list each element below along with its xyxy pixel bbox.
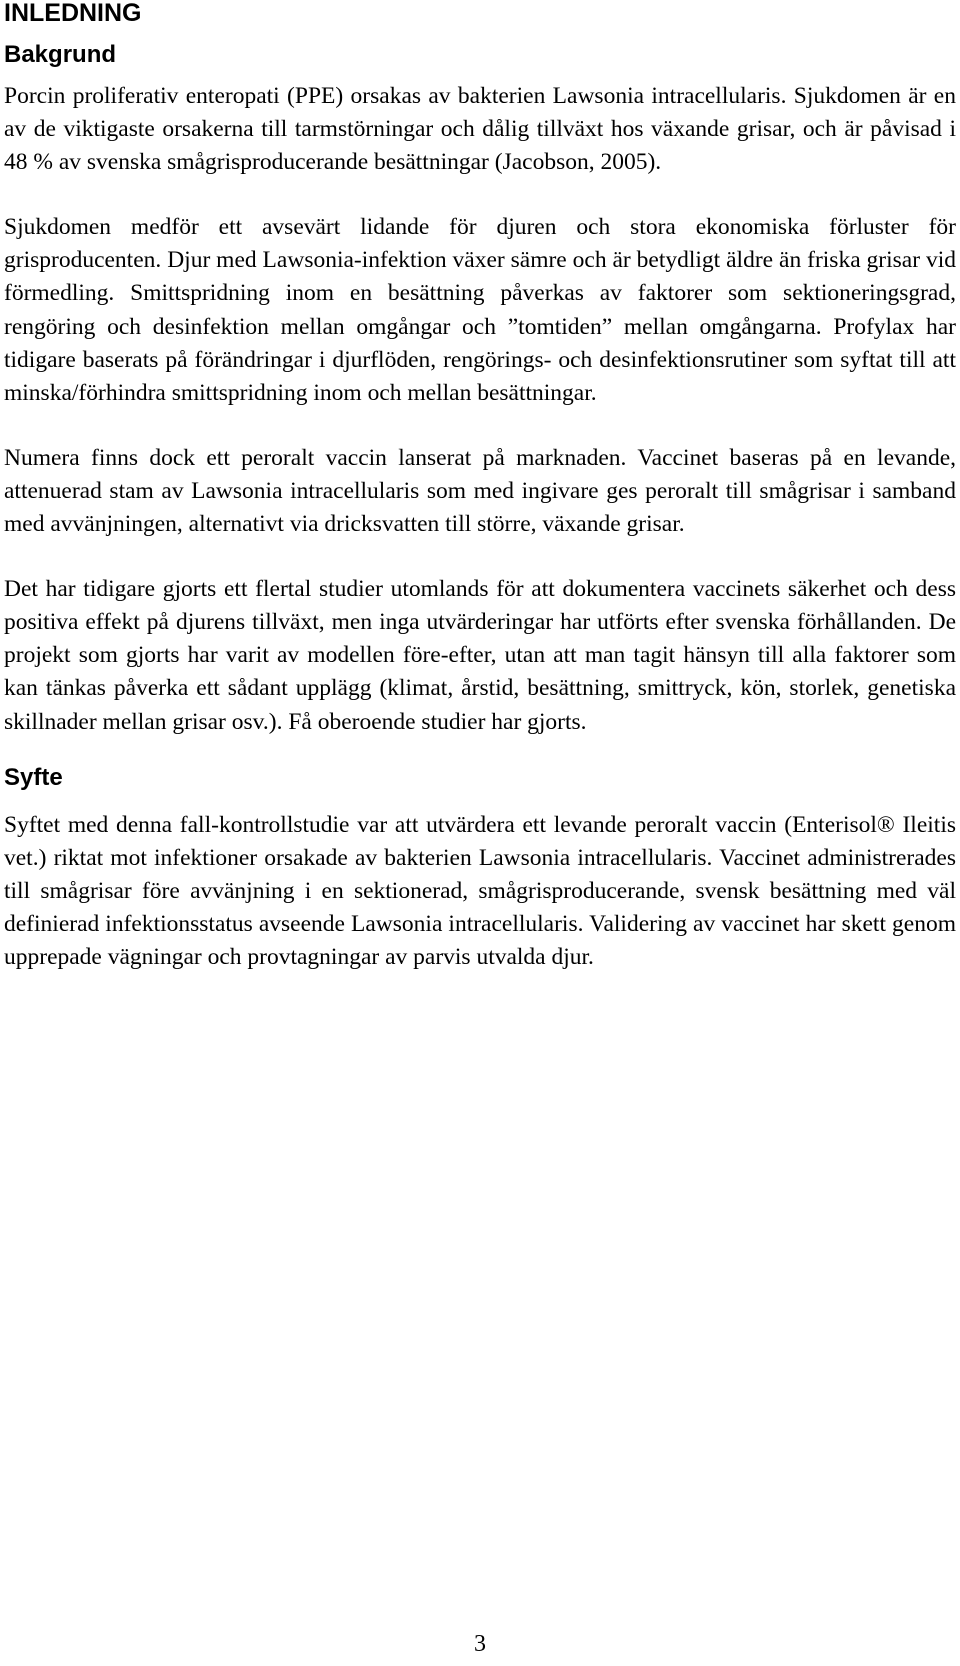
- document-page: [4, 0, 956, 974]
- section-heading-purpose: Syfte: [4, 763, 63, 791]
- paragraph: Numera finns dock ett peroralt vaccin lanserat på marknaden. Vaccinet baseras på en levande, attenuerad stam av Lawsonia intracellularis som med ingivare ges peroralt till smågrisar i samband med avvänjningen, alternativt via dricksvatten till större, växande grisar.: [4, 444, 956, 538]
- paragraph: Syftet med denna fall-kontrollstudie var att utvärdera ett levande peroralt vaccin (Enterisol® Ileitis vet.) riktat mot infektioner orsakade av bakterien Lawsonia intracellularis. Vaccinet administrerades till smågrisar före avvänjning i en sektionerad, smågrisproducerande, svensk besättning med väl definierad infektionsstatus avseende Lawsonia intracellularis. Validering av vaccinet har skett genom upprepade vägningar och provtagningar av parvis utvalda djur.: [4, 811, 956, 970]
- section-heading-background: Bakgrund: [4, 41, 117, 68]
- page-number: 3: [474, 1631, 486, 1657]
- paragraph: Porcin proliferativ enteropati (PPE) orsakas av bakterien Lawsonia intracellularis. Sjukdomen är en av de viktigaste orsakerna till tarmstörningar och dålig tillväxt hos växande grisar, och är påvisad i 48 % av svenska smågrisproducerande besättningar (Jacobson, 2005).: [4, 83, 956, 176]
- paragraph: Sjukdomen medför ett avsevärt lidande för djuren och stora ekonomiska förluster för grisproducenten. Djur med Lawsonia-infektion växer sämre och är betydligt äldre än friska grisar vid förmedling. Smittspridning inom en besättning påverkas av faktorer som sektioneringsgrad, rengöring och desinfektion mellan omgångar och ”tomtiden” mellan omgångarna. Profylax har tidigare baserats på förändringar i djurflöden, rengörings- och desinfektionsrutiner som syftat till att minska/förhindra smittspridning inom och mellan besättningar.: [4, 214, 956, 406]
- chapter-heading: INLEDNING: [4, 0, 142, 27]
- paragraph: Det har tidigare gjorts ett flertal studier utomlands för att dokumentera vaccinets säkerhet och dess positiva effekt på djurens tillväxt, men inga utvärderingar har utförts efter svenska förhållanden. De projekt som gjorts har varit av modellen före-efter, utan att man tagit hänsyn till alla faktorer som kan tänkas påverka ett sådant upplägg (klimat, årstid, besättning, smittryck, kön, storlek, genetiska skillnader mellan grisar osv.). Få oberoende studier har gjorts.: [4, 576, 956, 735]
